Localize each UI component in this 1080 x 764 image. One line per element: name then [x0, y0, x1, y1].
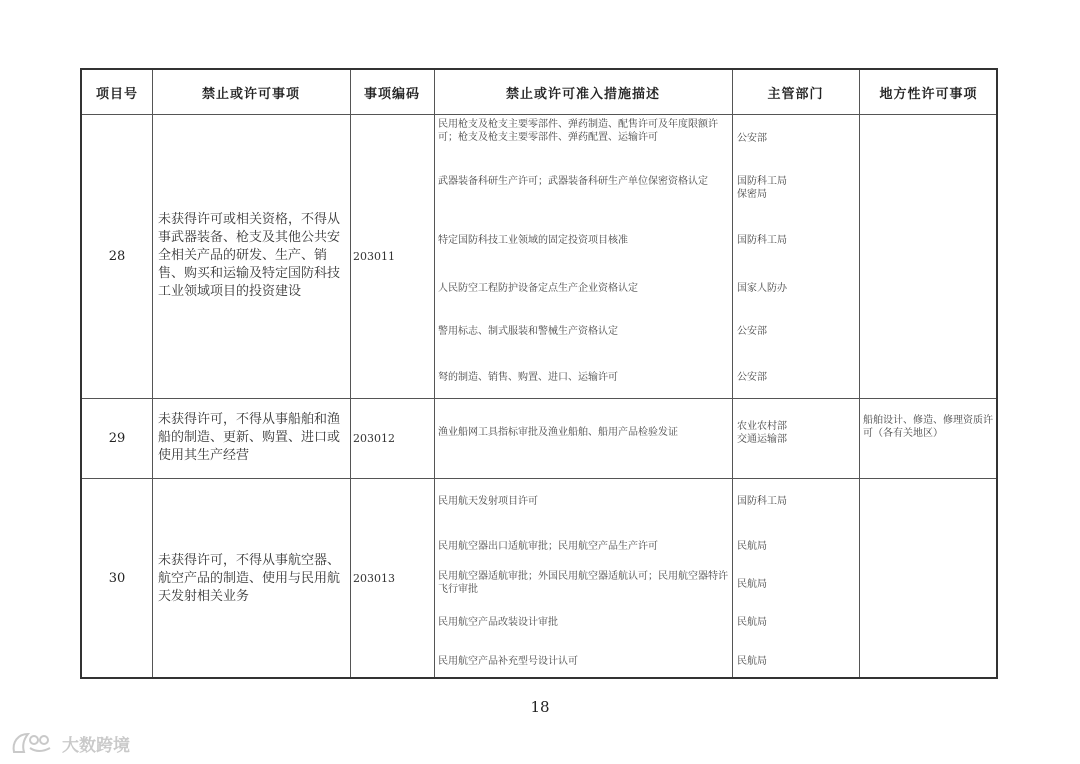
- measure-description: 武器装备科研生产许可；武器装备科研生产单位保密资格认定: [438, 176, 708, 187]
- row-item: 未获得许可或相关资格，不得从事武器装备、枪支及其他公共安全相关产品的研发、生产、销售、购买和运输及特定国防科技工业领域项目的投资建设: [158, 212, 341, 299]
- measure-department: 民航局: [737, 579, 767, 590]
- measure-department: 公安部: [737, 133, 767, 144]
- row-index: 30: [108, 571, 126, 586]
- row-item: 未获得许可，不得从事船舶和渔船的制造、更新、购置、进口或使用其生产经营: [158, 412, 341, 463]
- measure-department: 国防科工局: [737, 496, 787, 507]
- header-measures: 禁止或许可准入措施描述: [505, 86, 660, 102]
- watermark: [10, 730, 130, 756]
- regulation-table: [80, 68, 998, 679]
- header-item: 禁止或许可事项: [201, 86, 300, 102]
- measure-department: 国防科工局: [737, 235, 787, 246]
- row-index: 29: [108, 430, 126, 446]
- header-project-number: 项目号: [95, 86, 138, 102]
- row-index: 28: [108, 248, 126, 264]
- row-code: 203012: [353, 431, 395, 445]
- leaf-logo-icon: [10, 730, 56, 756]
- measure-department: 公安部: [737, 372, 767, 383]
- measure-description: 弩的制造、销售、购置、进口、运输许可: [438, 372, 618, 383]
- measure-department: 民航局: [737, 656, 767, 667]
- measure-department: 农业农村部 交通运输部: [737, 421, 787, 445]
- measure-department: 民航局: [737, 541, 767, 552]
- measure-department: 民航局: [737, 617, 767, 628]
- local-permit: 船舶设计、修造、修理资质许可（各有关地区）: [863, 415, 993, 439]
- page-number: 18: [530, 698, 550, 716]
- measure-department: 国家人防办: [737, 283, 787, 294]
- header-department: 主管部门: [767, 86, 824, 102]
- measure-description: 民用航空器出口适航审批；民用航空产品生产许可: [438, 541, 658, 552]
- column-divider: [434, 70, 435, 677]
- measure-description: 警用标志、制式服装和警械生产资格认定: [438, 326, 618, 337]
- measure-description: 特定国防科技工业领域的固定投资项目核准: [438, 235, 628, 246]
- row-item: 未获得许可，不得从事航空器、航空产品的制造、使用与民用航天发射相关业务: [158, 552, 341, 604]
- measure-description: 民用航天发射项目许可: [438, 496, 538, 507]
- row-code: 203011: [353, 249, 395, 263]
- measure-description: 民用航空产品补充型号设计认可: [438, 656, 578, 667]
- measure-department: 国防科工局 保密局: [737, 176, 787, 200]
- measure-description: 渔业船网工具指标审批及渔业船舶、船用产品检验发证: [438, 427, 678, 438]
- measure-description: 民用枪支及枪支主要零部件、弹药制造、配售许可及年度限额许可；枪支及枪支主要零部件、弹药配置、运输许可: [438, 119, 718, 143]
- column-divider: [859, 70, 860, 677]
- measure-department: 公安部: [737, 326, 767, 337]
- measure-description: 民用航空器适航审批；外国民用航空器适航认可；民用航空器特许飞行审批: [438, 571, 728, 595]
- column-divider: [732, 70, 733, 677]
- measure-description: 人民防空工程防护设备定点生产企业资格认定: [438, 283, 638, 294]
- measure-description: 民用航空产品改装设计审批: [438, 617, 558, 628]
- header-code: 事项编码: [363, 86, 420, 102]
- header-local-permit: 地方性许可事项: [879, 86, 978, 102]
- row-code: 203013: [353, 572, 395, 585]
- watermark-text: 大数跨境: [62, 735, 130, 756]
